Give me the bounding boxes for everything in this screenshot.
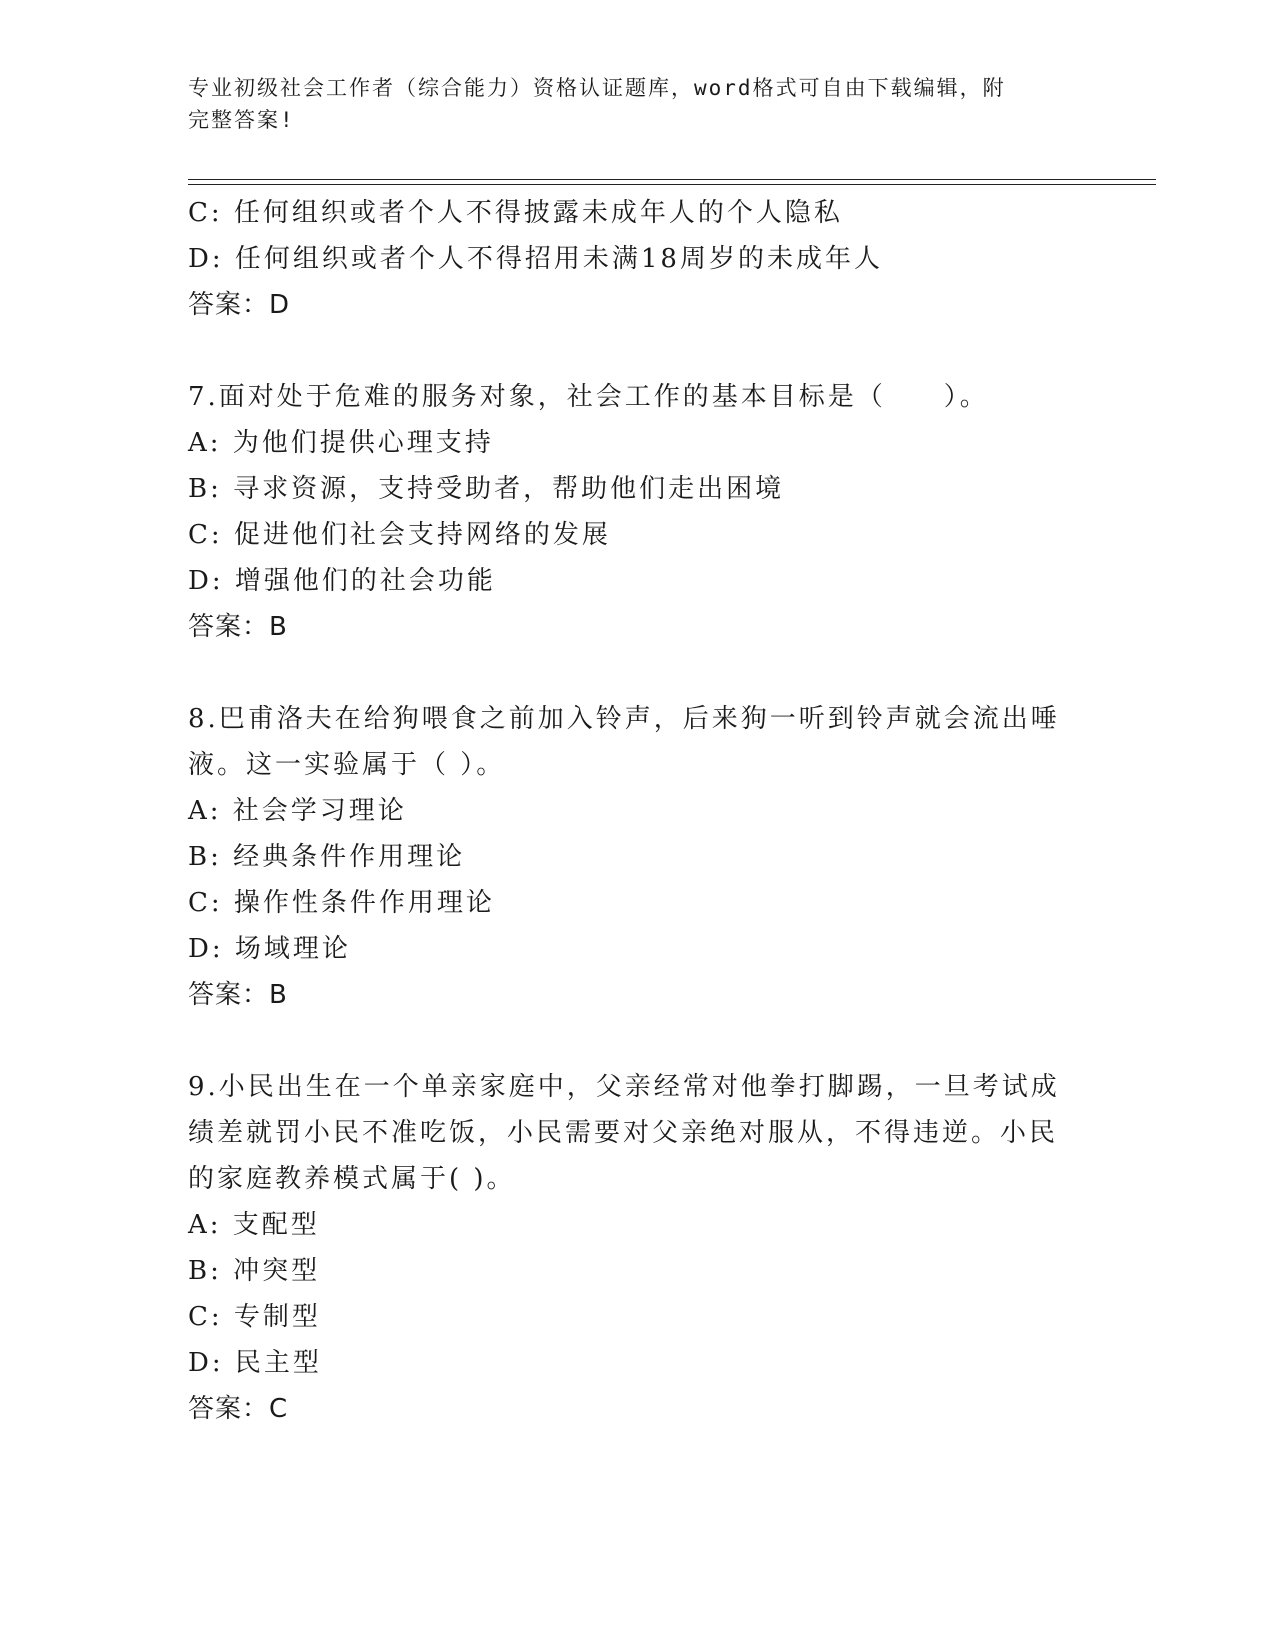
question-8-answer: 答案：B (188, 980, 288, 1010)
spacer (188, 1018, 1088, 1064)
question-6-answer: 答案：D (188, 290, 291, 320)
header-divider-top (188, 179, 1156, 180)
question-7-option-a: A: 为他们提供心理支持 (188, 428, 494, 458)
question-7-option-d: D: 增强他们的社会功能 (188, 566, 496, 596)
question-8-block (188, 696, 1088, 1018)
question-8-option-d: D: 场域理论 (188, 934, 351, 964)
question-8-stem-line1: 8.巴甫洛夫在给狗喂食之前加入铃声，后来狗一听到铃声就会流出唾 (188, 704, 1060, 734)
question-9-stem-line1: 9.小民出生在一个单亲家庭中，父亲经常对他拳打脚踢，一旦考试成 (188, 1072, 1060, 1102)
question-6-block (188, 190, 1088, 328)
question-7-answer: 答案：B (188, 612, 288, 642)
question-7-option-c: C: 促进他们社会支持网络的发展 (188, 520, 611, 550)
question-8-option-c: C: 操作性条件作用理论 (188, 888, 495, 918)
question-6-option-c: C: 任何组织或者个人不得披露未成年人的个人隐私 (188, 198, 843, 228)
question-7-block (188, 374, 1088, 650)
header-title-line2: 完整答案! (188, 108, 295, 132)
question-9-stem-line2: 绩差就罚小民不准吃饭，小民需要对父亲绝对服从，不得违逆。小民 (188, 1118, 1059, 1148)
question-9-stem-line3: 的家庭教养模式属于( )。 (188, 1164, 516, 1194)
document-header (188, 72, 1068, 136)
question-8-option-b: B: 经典条件作用理论 (188, 842, 466, 872)
question-9-option-a: A: 支配型 (188, 1210, 320, 1240)
question-9-block (188, 1064, 1088, 1432)
spacer (188, 650, 1088, 696)
question-list (188, 190, 1088, 1432)
question-6-option-d: D: 任何组织或者个人不得招用未满18周岁的未成年人 (188, 244, 883, 274)
question-7-stem: 7.面对处于危难的服务对象，社会工作的基本目标是（ ）。 (188, 382, 989, 412)
question-9-option-b: B: 冲突型 (188, 1256, 321, 1286)
header-divider-bottom (188, 184, 1156, 185)
spacer (188, 328, 1088, 374)
question-9-option-d: D: 民主型 (188, 1348, 322, 1378)
question-8-stem-line2: 液。这一实验属于（ ）。 (188, 750, 506, 780)
header-title-line1: 专业初级社会工作者（综合能力）资格认证题库，word格式可自由下载编辑，附 (188, 76, 1006, 100)
question-9-answer: 答案：C (188, 1394, 289, 1424)
question-8-option-a: A: 社会学习理论 (188, 796, 407, 826)
question-9-option-c: C: 专制型 (188, 1302, 321, 1332)
question-7-option-b: B: 寻求资源，支持受助者，帮助他们走出困境 (188, 474, 785, 504)
